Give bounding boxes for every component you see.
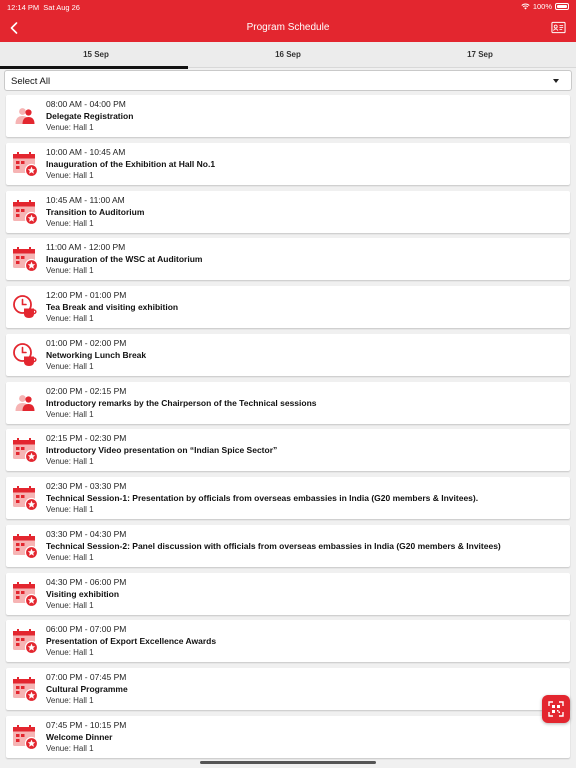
status-clock: 12:14 PM bbox=[7, 3, 40, 12]
wifi-icon bbox=[521, 3, 530, 10]
schedule-item-text bbox=[46, 481, 564, 515]
people-icon bbox=[11, 102, 39, 130]
calendar-star-icon bbox=[11, 150, 39, 178]
status-bar bbox=[0, 0, 576, 14]
event-venue: Venue: Hall 1 bbox=[46, 123, 94, 132]
event-title: Welcome Dinner bbox=[46, 731, 113, 742]
schedule-item-text bbox=[46, 338, 564, 372]
event-time: 06:00 PM - 07:00 PM bbox=[46, 624, 127, 635]
event-time: 02:00 PM - 02:15 PM bbox=[46, 385, 127, 396]
schedule-item-text bbox=[46, 195, 564, 229]
schedule-item-text bbox=[46, 433, 564, 467]
calendar-star-icon bbox=[11, 723, 39, 751]
schedule-item[interactable] bbox=[6, 286, 570, 328]
event-title: Delegate Registration bbox=[46, 111, 134, 121]
event-venue: Venue: Hall 1 bbox=[46, 743, 94, 753]
clock-cup-icon bbox=[11, 341, 39, 369]
event-venue: Venue: Hall 1 bbox=[46, 314, 94, 324]
event-venue: Venue: Hall 1 bbox=[46, 600, 94, 610]
schedule-item-text bbox=[46, 242, 564, 276]
event-title: Introductory remarks by the Chairperson of the Technical sessions bbox=[46, 397, 317, 408]
schedule-item[interactable] bbox=[6, 477, 570, 519]
battery-icon bbox=[555, 3, 569, 10]
schedule-item[interactable] bbox=[6, 334, 570, 376]
calendar-star-icon bbox=[11, 436, 39, 464]
status-date: Sat Aug 26 bbox=[43, 3, 80, 12]
event-time: 12:00 PM - 01:00 PM bbox=[46, 290, 127, 301]
calendar-star-icon bbox=[11, 580, 39, 608]
event-time: 03:30 PM - 04:30 PM bbox=[46, 528, 127, 539]
event-time: 11:00 AM - 12:00 PM bbox=[46, 242, 126, 253]
tab-16-sep[interactable]: 16 Sep bbox=[275, 50, 301, 59]
schedule-item-text bbox=[46, 577, 564, 611]
schedule-item-text bbox=[46, 147, 564, 181]
schedule-item-text bbox=[46, 624, 564, 658]
event-title: Presentation of Export Excellence Awards bbox=[46, 636, 217, 647]
status-indicators bbox=[521, 2, 569, 11]
event-venue: Venue: Hall 1 bbox=[46, 505, 94, 515]
schedule-item-text bbox=[46, 720, 564, 754]
schedule-item[interactable] bbox=[6, 143, 570, 185]
calendar-star-icon bbox=[11, 245, 39, 273]
schedule-item-text bbox=[46, 99, 564, 133]
event-venue: Venue: Hall 1 bbox=[46, 457, 94, 467]
event-title: Cultural Programme bbox=[46, 684, 128, 695]
date-tabs bbox=[0, 42, 576, 68]
schedule-list bbox=[6, 95, 570, 764]
event-venue: Venue: Hall 1 bbox=[46, 170, 94, 180]
schedule-item[interactable] bbox=[6, 382, 570, 424]
schedule-item[interactable] bbox=[6, 668, 570, 710]
event-venue: Venue: Hall 1 bbox=[46, 696, 94, 706]
event-venue: Venue: Hall 1 bbox=[46, 266, 94, 276]
event-time: 07:45 PM - 10:15 PM bbox=[46, 719, 127, 730]
event-time: 02:15 PM - 02:30 PM bbox=[46, 433, 127, 444]
id-card-button[interactable] bbox=[551, 20, 566, 35]
event-time: 04:30 PM - 06:00 PM bbox=[46, 576, 127, 587]
schedule-item[interactable] bbox=[6, 429, 570, 471]
schedule-item[interactable] bbox=[6, 191, 570, 233]
event-time: 02:30 PM - 03:30 PM bbox=[46, 481, 127, 492]
page-title: Program Schedule bbox=[246, 22, 330, 33]
schedule-item[interactable] bbox=[6, 525, 570, 567]
home-indicator bbox=[200, 761, 376, 764]
calendar-star-icon bbox=[11, 675, 39, 703]
schedule-item[interactable] bbox=[6, 95, 570, 137]
schedule-item[interactable] bbox=[6, 573, 570, 615]
schedule-item-text bbox=[46, 672, 564, 706]
calendar-star-icon bbox=[11, 532, 39, 560]
event-venue: Venue: Hall 1 bbox=[46, 361, 94, 371]
event-venue: Venue: Hall 1 bbox=[46, 409, 94, 419]
calendar-star-icon bbox=[11, 484, 39, 512]
event-title: Tea Break and visiting exhibition bbox=[46, 302, 179, 313]
event-title: Transition to Auditorium bbox=[46, 206, 145, 217]
event-venue: Venue: Hall 1 bbox=[46, 218, 94, 228]
event-title: Visiting exhibition bbox=[46, 588, 120, 599]
event-title: Introductory Video presentation on “Indian Spice Sector” bbox=[46, 445, 278, 456]
schedule-item[interactable] bbox=[6, 620, 570, 662]
schedule-item[interactable] bbox=[6, 716, 570, 758]
schedule-item-text bbox=[46, 529, 564, 563]
event-venue: Venue: Hall 1 bbox=[46, 552, 94, 562]
event-time: 10:00 AM - 10:45 AM bbox=[46, 146, 126, 157]
filter-selected-value: Select All bbox=[11, 76, 51, 87]
event-time: 01:00 PM - 02:00 PM bbox=[46, 337, 127, 348]
event-time: 08:00 AM - 04:00 PM bbox=[46, 99, 126, 109]
event-time: 10:45 AM - 11:00 AM bbox=[46, 194, 125, 205]
clock-cup-icon bbox=[11, 293, 39, 321]
qr-scan-icon bbox=[548, 701, 564, 717]
tab-17-sep[interactable]: 17 Sep bbox=[467, 50, 493, 59]
calendar-star-icon bbox=[11, 627, 39, 655]
calendar-star-icon bbox=[11, 198, 39, 226]
schedule-item-text bbox=[46, 386, 564, 420]
event-title: Inauguration of the Exhibition at Hall No.1 bbox=[46, 158, 216, 169]
category-filter-dropdown[interactable] bbox=[4, 70, 572, 91]
event-title: Technical Session-2: Panel discussion with officials from overseas embassies in India (G20 members & Invitees) bbox=[46, 540, 501, 551]
tab-15-sep[interactable]: 15 Sep bbox=[0, 42, 192, 68]
people-icon bbox=[11, 389, 39, 417]
caret-down-icon bbox=[553, 79, 559, 83]
nav-bar bbox=[0, 14, 576, 42]
schedule-item-text bbox=[46, 290, 564, 324]
schedule-item[interactable] bbox=[6, 238, 570, 280]
app-header bbox=[0, 0, 576, 42]
event-title: Inauguration of the WSC at Auditorium bbox=[46, 254, 203, 265]
event-time: 07:00 PM - 07:45 PM bbox=[46, 672, 127, 683]
battery-percent: 100% bbox=[532, 2, 552, 11]
event-title: Networking Lunch Break bbox=[46, 349, 147, 360]
event-title: Technical Session-1: Presentation by officials from overseas embassies in India (G20 members & Invitees). bbox=[46, 493, 479, 504]
status-time bbox=[7, 3, 80, 12]
qr-scan-button[interactable] bbox=[542, 695, 570, 723]
event-venue: Venue: Hall 1 bbox=[46, 648, 94, 658]
